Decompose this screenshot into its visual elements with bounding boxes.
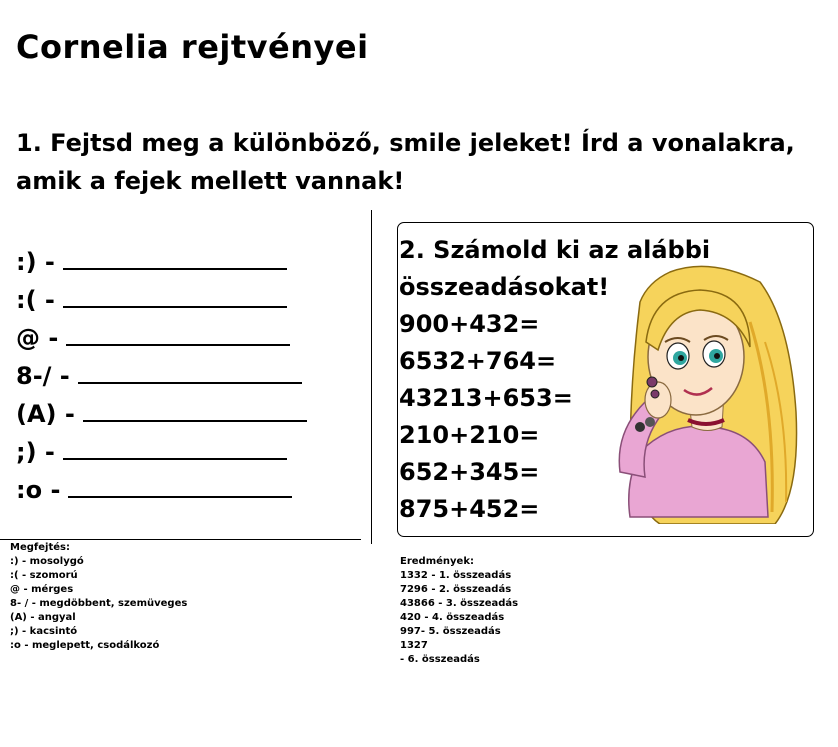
solution-item: :) - mosolygó: [10, 556, 84, 567]
smiley-row: [16, 276, 307, 314]
smiley-symbol: ;): [16, 438, 37, 466]
dash: -: [51, 362, 70, 390]
dash: -: [42, 476, 61, 504]
answer-line: [78, 382, 302, 384]
sum-item: 43213+653=: [399, 384, 573, 412]
result-item: 420 - 4. összeadás: [400, 612, 505, 623]
vertical-divider: [371, 210, 372, 544]
solution-item: :( - szomorú: [10, 570, 78, 581]
page-title: Cornelia rejtvényei: [16, 28, 369, 66]
answer-line: [63, 268, 287, 270]
result-item: - 6. összeadás: [400, 654, 480, 665]
smiley-row: [16, 238, 307, 276]
solution-item: 8- / - megdöbbent, szemüveges: [10, 598, 188, 609]
solution-item: ;) - kacsintó: [10, 626, 78, 637]
task-2: [399, 232, 710, 528]
result-item: 1332 - 1. összeadás: [400, 570, 512, 581]
sum-item: 900+432=: [399, 310, 540, 338]
smiley-row: [16, 428, 307, 466]
answer-line: [68, 496, 292, 498]
smiley-symbol: :(: [16, 286, 37, 314]
task-1-instructions: [16, 124, 816, 200]
result-item: 43866 - 3. összeadás: [400, 598, 519, 609]
smiley-symbol: 8-/: [16, 362, 52, 390]
smiley-symbol: @: [16, 324, 40, 352]
solutions-block: [10, 541, 187, 653]
dash: -: [56, 400, 75, 428]
result-item: 7296 - 2. összeadás: [400, 584, 512, 595]
task-1-line-1: 1. Fejtsd meg a különböző, smile jeleket! Írd a vonalakra,: [16, 129, 795, 157]
sum-item: 652+345=: [399, 458, 540, 486]
answer-line: [63, 458, 287, 460]
result-item: 1327: [400, 640, 428, 651]
task-2-title-line-1: 2. Számold ki az alábbi: [399, 236, 711, 264]
smiley-row: [16, 314, 307, 352]
smiley-row: [16, 352, 307, 390]
dash: -: [36, 248, 55, 276]
solution-item: (A) - angyal: [10, 612, 76, 623]
solution-item: @ - mérges: [10, 584, 74, 595]
smiley-row: [16, 466, 307, 504]
task-1-line-2: amik a fejek mellett vannak!: [16, 167, 405, 195]
smiley-symbol: :o: [16, 476, 43, 504]
horizontal-divider: [0, 539, 361, 540]
results-block: [400, 555, 518, 667]
answer-line: [63, 306, 287, 308]
smiley-symbol: (A): [16, 400, 57, 428]
dash: -: [36, 286, 55, 314]
answer-line: [83, 420, 307, 422]
results-heading: Eredmények:: [400, 556, 474, 567]
sum-item: 6532+764=: [399, 347, 557, 375]
smiley-row: [16, 390, 307, 428]
sum-item: 875+452=: [399, 495, 540, 523]
dash: -: [36, 438, 55, 466]
smiley-list: [16, 238, 307, 504]
smiley-symbol: :): [16, 248, 37, 276]
answer-line: [66, 344, 290, 346]
result-item: 997- 5. összeadás: [400, 626, 501, 637]
solutions-heading: Megfejtés:: [10, 542, 70, 553]
task-2-title-line-2: összeadásokat!: [399, 273, 610, 301]
dash: -: [40, 324, 59, 352]
sum-item: 210+210=: [399, 421, 540, 449]
solution-item: :o - meglepett, csodálkozó: [10, 640, 160, 651]
